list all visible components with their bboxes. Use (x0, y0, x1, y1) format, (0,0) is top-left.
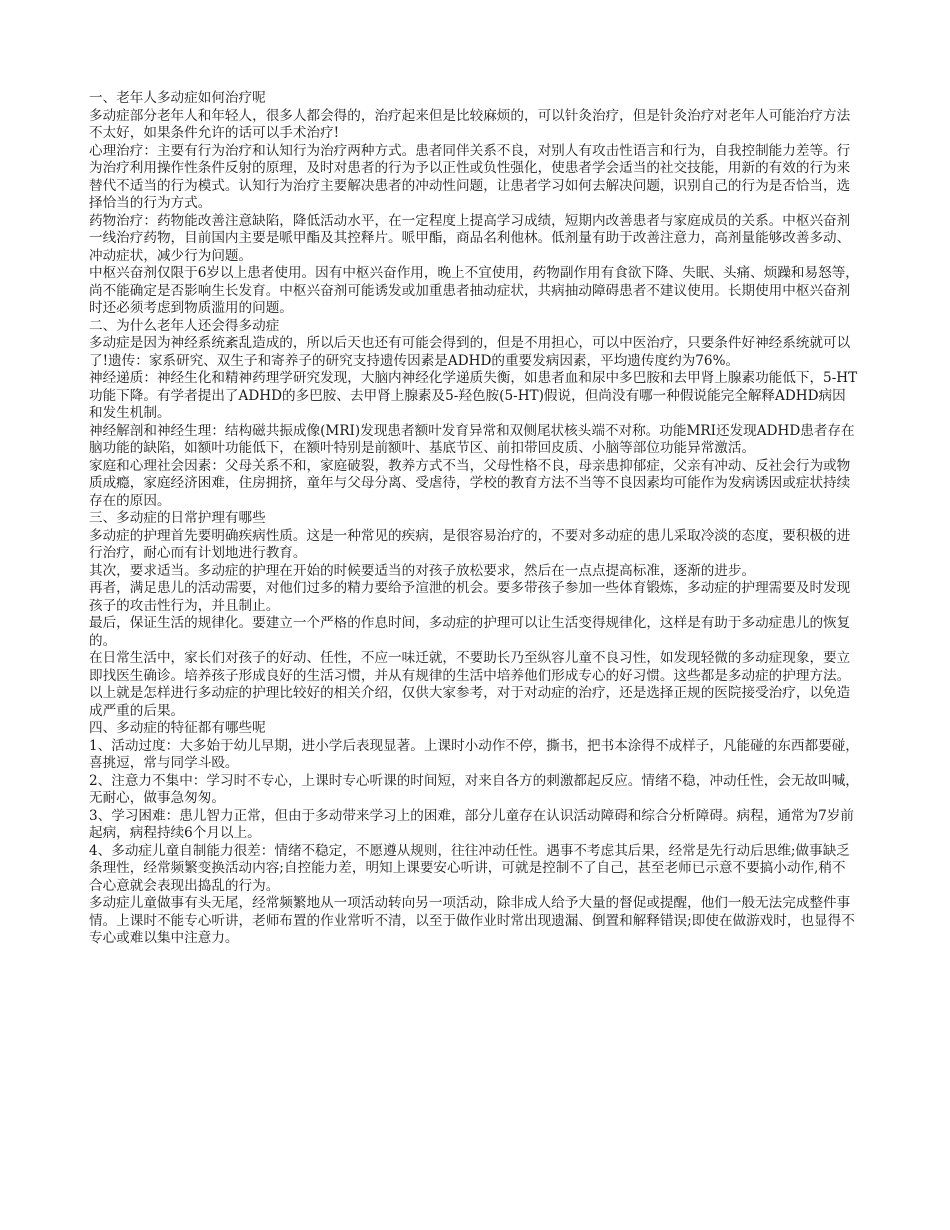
paragraph: 药物治疗：药物能改善注意缺陷，降低活动水平，在一定程度上提高学习成绩，短期内改善患者与家庭成员的关系。中枢兴奋剂一线治疗药物，目前国内主要是哌甲酯及其控释片。哌甲酯，商品名利他林。低剂量有助于改善注意力，高剂量能够改善多动、冲动症状，减少行为问题。 (89, 212, 851, 264)
paragraph: 心理治疗：主要有行为治疗和认知行为治疗两种方式。患者同伴关系不良，对别人有攻击性语言和行为，自我控制能力差等。行为治疗利用操作性条件反射的原理，及时对患者的行为予以正性或负性强化，使患者学会适当的社交技能，用新的有效的行为来替代不适当的行为模式。认知行为治疗主要解决患者的冲动性问题，让患者学习如何去解决问题，识别自己的行为是否恰当，选择恰当的行为方式。 (89, 142, 851, 211)
section-heading-1: 一、老年人多动症如何治疗呢 (89, 90, 266, 106)
paragraph: 4、多动症儿童自制能力很差：情绪不稳定，不愿遵从规则，往往冲动任性。遇事不考虑其后果，经常是先行动后思维;做事缺乏条理性，经常频繁变换活动内容;自控能力差，明知上课要安心听讲，可就是控制不了自己，甚至老师已示意不要搞小动作,稍不合心意就会表现出捣乱的行为。 (89, 842, 850, 894)
paragraph: 家庭和心理社会因素：父母关系不和，家庭破裂，教养方式不当，父母性格不良，母亲患抑郁症，父亲有冲动、反社会行为或物质成瘾，家庭经济困难，住房拥挤，童年与父母分离、受虐待，学校的教育方法不当等不良因素均可能作为发病诱因或症状持续存在的原因。 (89, 457, 851, 509)
section-heading-2: 二、为什么老年人还会得多动症 (89, 317, 280, 334)
document-body (89, 90, 859, 948)
paragraph: 中枢兴奋剂仅限于6岁以上患者使用。因有中枢兴奋作用，晚上不宜使用，药物副作用有食欲下降、失眠、头痛、烦躁和易怒等，尚不能确定是否影响生长发育。中枢兴奋剂可能诱发或加重患者抽动症状，共病抽动障碍患者不建议使用。长期使用中枢兴奋剂时还必须考虑到物质滥用的问题。 (89, 265, 859, 316)
paragraph: 多动症的护理首先要明确疾病性质。这是一种常见的疾病，是很容易治疗的，不要对多动症的患儿采取冷淡的态度，要积极的进行治疗，耐心而有计划地进行教育。 (89, 527, 851, 561)
paragraph: 多动症部分老年人和年轻人，很多人都会得的，治疗起来但是比较麻烦的，可以针灸治疗，但是针灸治疗对老年人可能治疗方法不太好，如果条件允许的话可以手术治疗! (89, 107, 851, 141)
paragraph: 多动症是因为神经系统紊乱造成的，所以后天也还有可能会得到的，但是不用担心，可以中医治疗，只要条件好神经系统就可以了!遗传：家系研究、双生子和寄养子的研究支持遗传因素是ADHD的重要发病因素，平均遗传度约为76%。 (89, 335, 851, 369)
section-heading-4: 四、多动症的特征都有哪些呢 (89, 720, 266, 736)
paragraph: 3、学习困难：患儿智力正常，但由于多动带来学习上的困难，部分儿童存在认识活动障碍和综合分析障碍。病程，通常为7岁前起病，病程持续6个月以上。 (89, 807, 854, 841)
paragraph: 1、活动过度：大多始于幼儿早期，进小学后表现显著。上课时小动作不停，撕书，把书本涂得不成样子，凡能碰的东西都要碰，喜挑逗，常与同学斗殴。 (89, 737, 859, 771)
paragraph: 神经递质：神经生化和精神药理学研究发现，大脑内神经化学递质失衡，如患者血和尿中多巴胺和去甲肾上腺素功能低下，5-HT功能下降。有学者提出了ADHD的多巴胺、去甲肾上腺素及5-羟色胺(5-HT)假说，但尚没有哪一种假说能完全解释ADHD病因和发生机制。 (89, 370, 858, 421)
paragraph: 2、注意力不集中：学习时不专心，上课时专心听课的时间短，对来自各方的刺激都起反应。情绪不稳，冲动任性，会无故叫喊，无耐心，做事急匆匆。 (89, 772, 859, 806)
paragraph: 多动症儿童做事有头无尾，经常频繁地从一项活动转向另一项活动，除非成人给予大量的督促或提醒，他们一般无法完成整件事情。上课时不能专心听讲，老师布置的作业常听不清，以至于做作业时常出现遗漏、倒置和解释错误;即使在做游戏时，也显得不专心或难以集中注意力。 (89, 895, 855, 946)
paragraph: 其次，要求适当。多动症的护理在开始的时候要适当的对孩子放松要求，然后在一点点提高标准，逐渐的进步。 (89, 562, 756, 579)
paragraph: 以上就是怎样进行多动症的护理比较好的相关介绍，仅供大家参考，对于对动症的治疗，还是选择正规的医院接受治疗，以免造成严重的后果。 (89, 685, 851, 719)
paragraph: 神经解剖和神经生理：结构磁共振成像(MRI)发现患者额叶发育异常和双侧尾状核头端不对称。功能MRI还发现ADHD患者存在脑功能的缺陷，如额叶功能低下，在额叶特别是前额叶、基底节区、前扣带回皮质、小脑等部位功能异常激活。 (89, 422, 855, 456)
paragraph: 最后，保证生活的规律化。要建立一个严格的作息时间，多动症的护理可以让生活变得规律化，这样是有助于多动症患儿的恢复的。 (89, 615, 851, 649)
paragraph: 再者，满足患儿的活动需要，对他们过多的精力要给予渲泄的机会。要多带孩子参加一些体育锻炼，多动症的护理需要及时发现孩子的攻击性行为，并且制止。 (89, 580, 851, 614)
section-heading-3: 三、多动症的日常护理有哪些 (89, 510, 266, 526)
paragraph: 在日常生活中，家长们对孩子的好动、任性，不应一味迁就，不要助长乃至纵容儿童不良习性，如发现轻微的多动症现象，要立即找医生确诊。培养孩子形成良好的生活习惯，并从有规律的生活中培养他们形成专心的好习惯。这些都是多动症的护理方法。 (89, 650, 851, 684)
